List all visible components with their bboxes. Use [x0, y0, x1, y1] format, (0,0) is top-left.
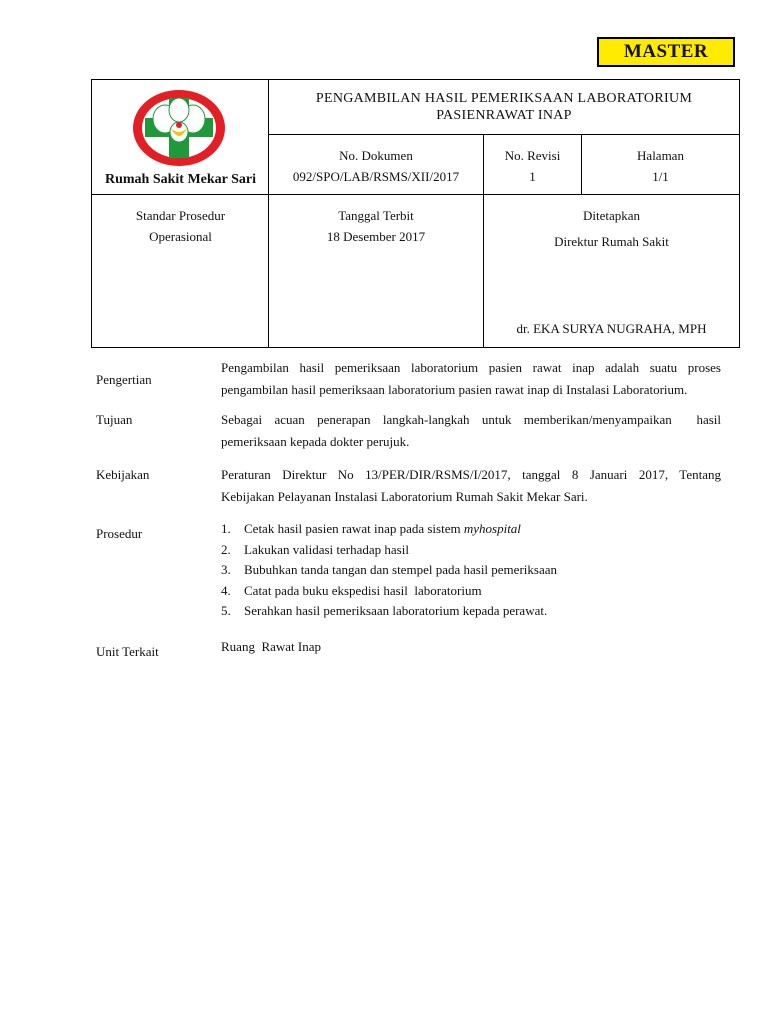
approval-cell: [484, 205, 739, 345]
section-label-kebijakan: Kebijakan: [96, 467, 150, 482]
approved-name: dr. EKA SURYA NUGRAHA, MPH: [516, 321, 707, 336]
master-stamp: MASTER: [597, 37, 735, 67]
title-line-1: PENGAMBILAN HASIL PEMERIKSAAN LABORATORIUM: [315, 91, 693, 106]
issue-date-value: 18 Desember 2017: [326, 229, 426, 244]
document-title: [269, 90, 739, 124]
document-header-table: [91, 79, 740, 348]
hospital-logo-icon: [131, 88, 227, 172]
step-number: 4.: [221, 582, 231, 598]
system-name: myhospital: [463, 521, 521, 536]
section-text-unit-terkait: Ruang Rawat Inap: [221, 639, 322, 654]
procedure-list: [221, 519, 721, 622]
section-label-unit-terkait: Unit Terkait: [96, 644, 159, 659]
list-item: [221, 540, 721, 561]
approved-role: Direktur Rumah Sakit: [554, 234, 669, 249]
step-number: 3.: [221, 562, 231, 578]
list-item: [221, 560, 721, 581]
list-item: [221, 519, 721, 540]
text-line: pengambilan hasil pemeriksaan laboratorium pasien rawat inap di Instalasi Laboratorium.: [221, 382, 688, 397]
sop-line-1: Standar Prosedur: [135, 208, 226, 223]
page-label: Halaman: [637, 148, 684, 163]
step-number: 5.: [221, 603, 231, 619]
doc-number-label: No. Dokumen: [339, 148, 413, 163]
section-label-prosedur: Prosedur: [96, 526, 143, 541]
step-text: Serahkan hasil pemeriksaan laboratorium kepada perawat.: [244, 603, 548, 619]
text-line: Peraturan Direktur No 13/PER/DIR/RSMS/I/2017, tanggal 8 Januari 2017, Tentang: [221, 467, 721, 482]
revision-cell: [484, 145, 581, 187]
logo-cell: [92, 80, 269, 195]
sop-cell: [92, 205, 269, 247]
section-text-tujuan: [221, 409, 721, 453]
doc-number-value: 092/SPO/LAB/RSMS/XII/2017: [292, 169, 460, 184]
hospital-name: Rumah Sakit Mekar Sari: [104, 172, 257, 187]
page-cell: [582, 145, 739, 187]
section-text-kebijakan: [221, 464, 721, 508]
issue-date-label: Tanggal Terbit: [338, 208, 414, 223]
list-item: [221, 601, 721, 622]
title-line-2: PASIENRAWAT INAP: [436, 108, 572, 123]
section-text-pengertian: [221, 357, 721, 401]
step-text: Catat pada buku ekspedisi hasil laboratorium: [244, 582, 482, 598]
step-text: Bubuhkan tanda tangan dan stempel pada hasil pemeriksaan: [244, 562, 557, 578]
step-number: 2.: [221, 541, 231, 557]
table-divider: [269, 134, 739, 135]
text-line: pemeriksaan kepada dokter perujuk.: [221, 434, 410, 449]
step-text: Cetak hasil pasien rawat inap pada sistem myhospital: [244, 521, 521, 536]
doc-number-cell: [269, 145, 483, 187]
section-label-tujuan: Tujuan: [96, 412, 133, 427]
sop-line-2: Operasional: [149, 229, 212, 244]
approved-label: Ditetapkan: [582, 208, 641, 223]
step-number: 1.: [221, 521, 231, 536]
revision-value: 1: [529, 169, 536, 184]
list-item: [221, 581, 721, 602]
text-line: Sebagai acuan penerapan langkah-langkah untuk memberikan/menyampaikan hasil: [221, 412, 721, 427]
step-text: Lakukan validasi terhadap hasil: [244, 541, 409, 557]
text-line: Kebijakan Pelayanan Instalasi Laboratorium Rumah Sakit Mekar Sari.: [221, 489, 588, 504]
issue-date-cell: [269, 205, 483, 247]
revision-label: No. Revisi: [504, 148, 561, 163]
section-label-pengertian: Pengertian: [96, 372, 152, 387]
text-line: Pengambilan hasil pemeriksaan laboratorium pasien rawat inap adalah suatu proses: [221, 360, 721, 375]
page-value: 1/1: [652, 169, 669, 184]
